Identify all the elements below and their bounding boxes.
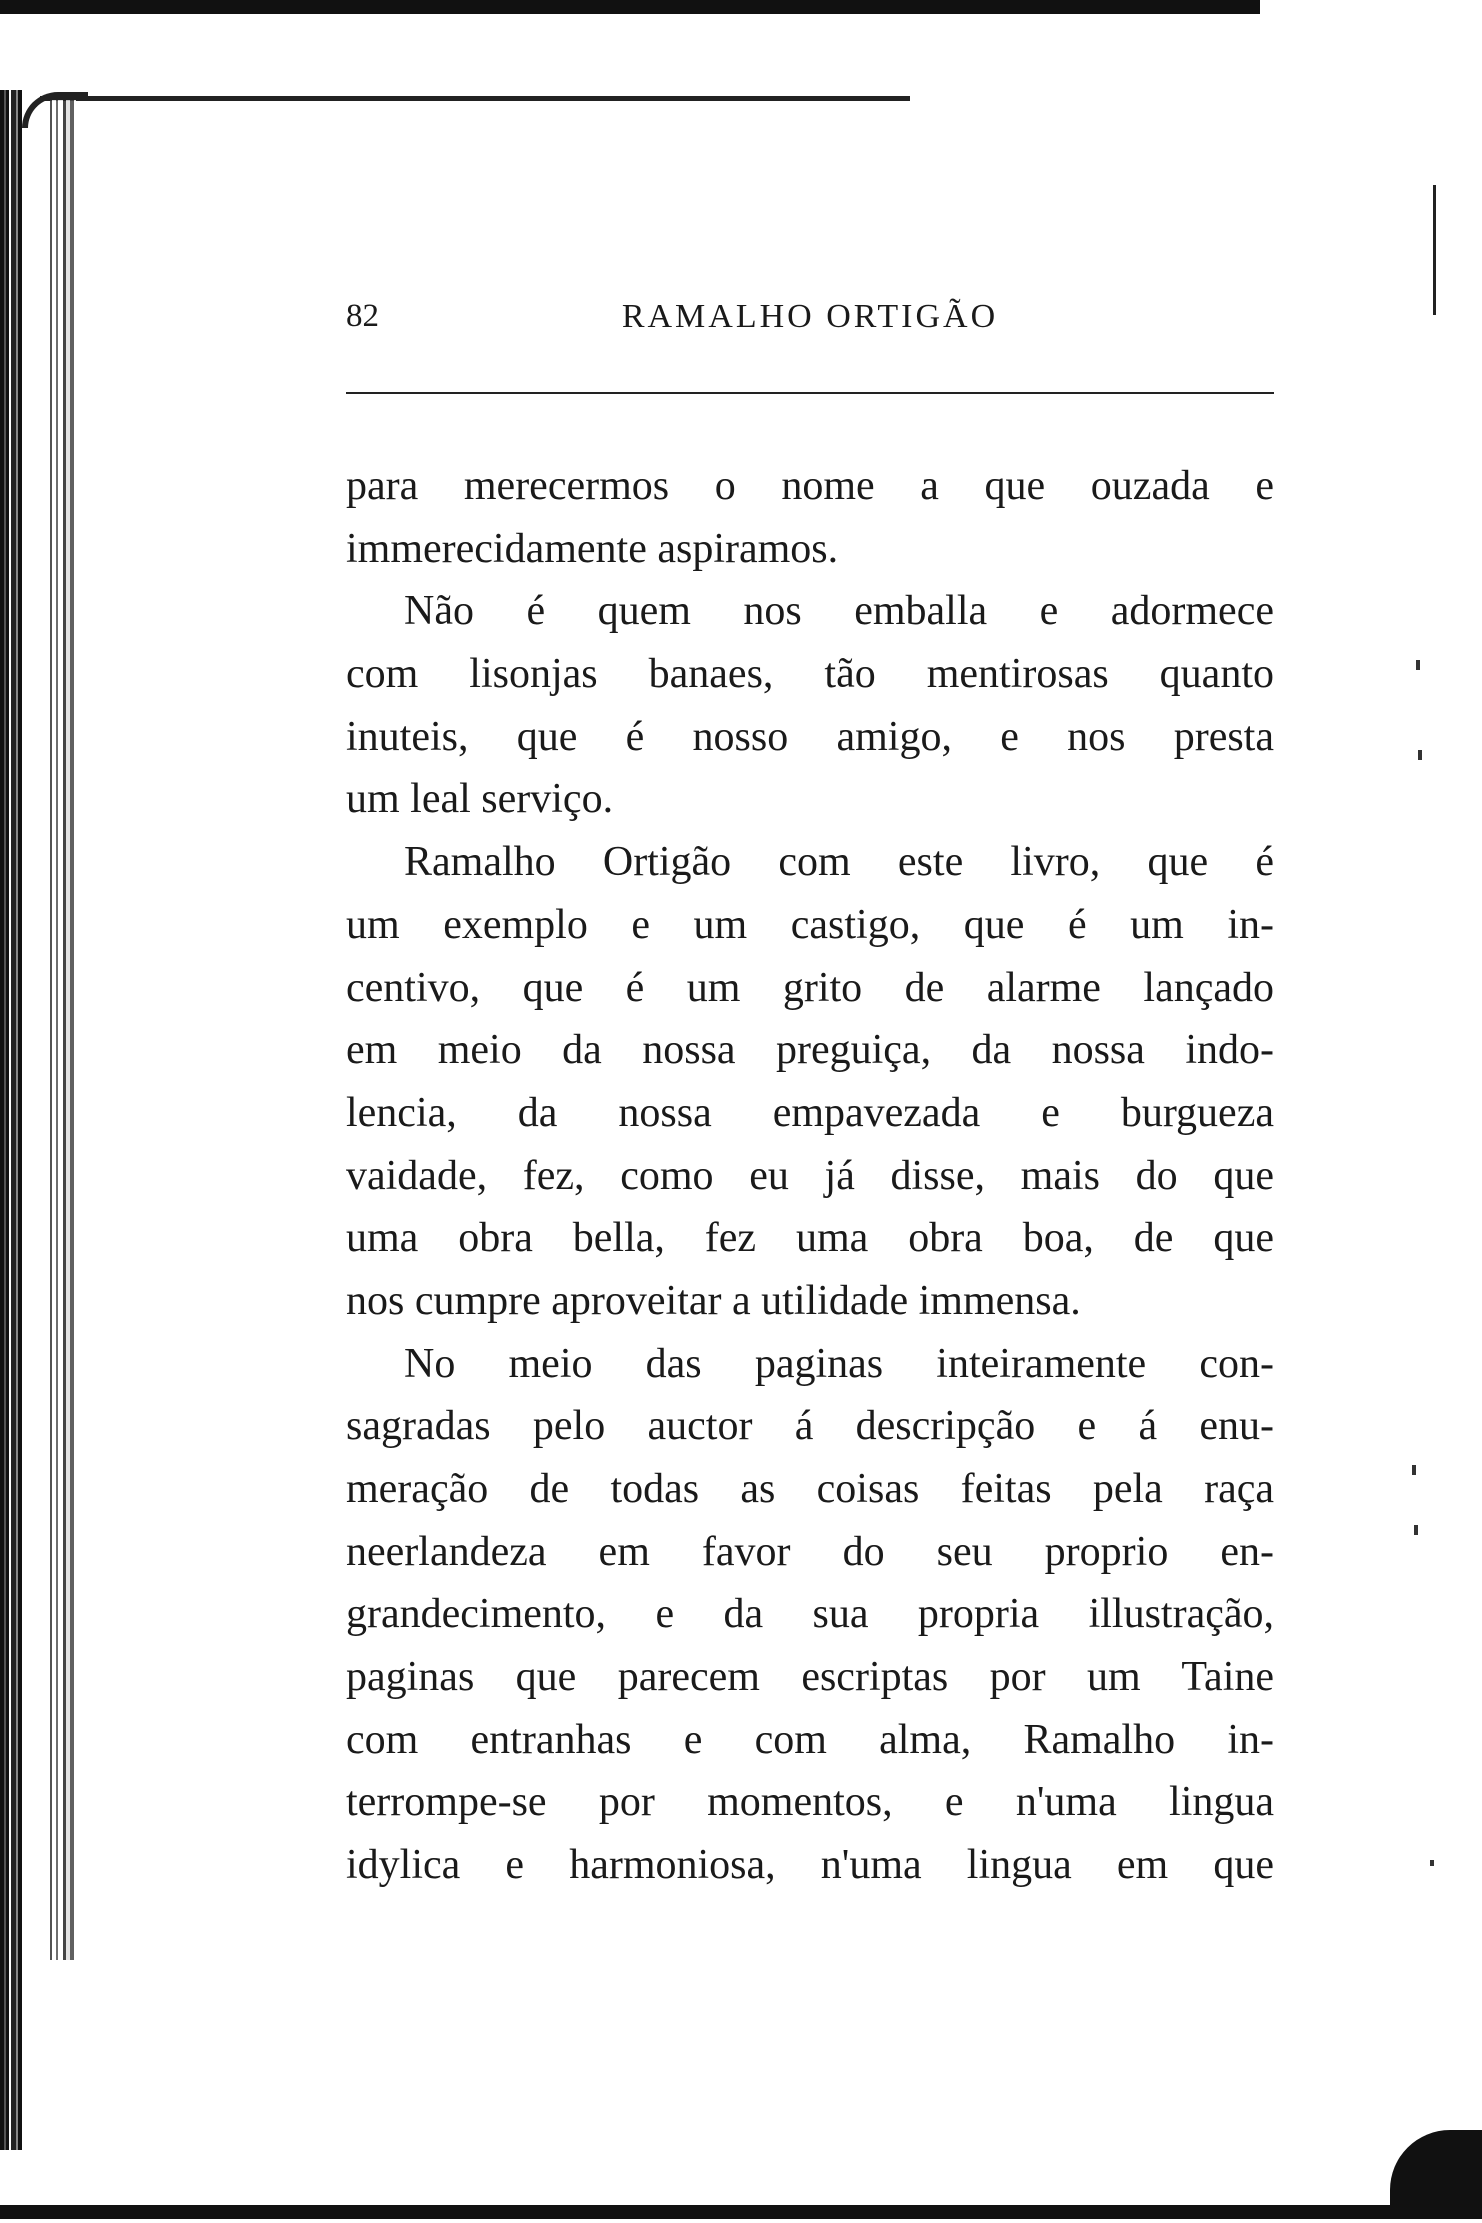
scan-speck <box>1414 1525 1418 1535</box>
scan-speck <box>1416 660 1420 670</box>
text-line: neerlandeza em favor do seu proprio en- <box>346 1528 1274 1575</box>
text-line: idylica e harmoniosa, n'uma lingua em que <box>346 1842 1274 1889</box>
scan-edge-top-rule <box>40 96 910 101</box>
text-line: Ramalho Ortigão com este livro, que é <box>404 839 1274 886</box>
scan-page-edges <box>50 100 76 1960</box>
scan-book-spine <box>0 90 22 2150</box>
text-line: nos cumpre aproveitar a utilidade immensa. <box>346 1277 1081 1324</box>
text-line: sagradas pelo auctor á descripção e á enu- <box>346 1403 1274 1450</box>
text-line: um exemplo e um castigo, que é um in- <box>346 901 1274 948</box>
text-line: immerecidamente aspiramos. <box>346 525 839 572</box>
running-title: RAMALHO ORTIGÃO <box>621 298 999 335</box>
text-line: com lisonjas banaes, tão mentirosas quanto <box>346 651 1274 698</box>
text-line: Não é quem nos emballa e adormece <box>404 588 1274 635</box>
scan-edge-bottom <box>0 2205 1482 2219</box>
text-line: paginas que parecem escriptas por um Taine <box>346 1654 1274 1701</box>
scan-edge-top <box>0 0 1260 14</box>
text-line: em meio da nossa preguiça, da nossa indo- <box>346 1027 1274 1074</box>
scan-edge-right <box>1433 185 1436 315</box>
text-line: grandecimento, e da sua propria illustração, <box>346 1591 1274 1638</box>
text-line: para merecermos o nome a que ouzada e <box>346 463 1274 509</box>
running-header <box>346 298 1274 348</box>
text-line: vaidade, fez, como eu já disse, mais do que <box>346 1152 1274 1199</box>
text-line: inuteis, que é nosso amigo, e nos presta <box>346 713 1274 760</box>
scan-corner-bottom-right <box>1390 2130 1482 2210</box>
scan-speck <box>1418 750 1422 760</box>
text-line: centivo, que é um grito de alarme lançado <box>346 964 1274 1011</box>
text-line: meração de todas as coisas feitas pela raça <box>346 1466 1274 1512</box>
scan-corner-curve <box>22 92 88 128</box>
header-rule <box>346 392 1274 394</box>
text-line: No meio das paginas inteiramente con- <box>404 1340 1274 1387</box>
text-line: um leal serviço. <box>346 776 614 823</box>
scan-speck <box>1412 1465 1416 1475</box>
body-text <box>346 455 1274 1897</box>
text-line: terrompe-se por momentos, e n'uma lingua <box>346 1779 1274 1826</box>
scan-speck <box>1430 1860 1434 1866</box>
page-number: 82 <box>346 298 379 334</box>
text-line: com entranhas e com alma, Ramalho in- <box>346 1716 1274 1763</box>
text-line: uma obra bella, fez uma obra boa, de que <box>346 1215 1274 1262</box>
text-line: lencia, da nossa empavezada e burgueza <box>346 1089 1274 1136</box>
